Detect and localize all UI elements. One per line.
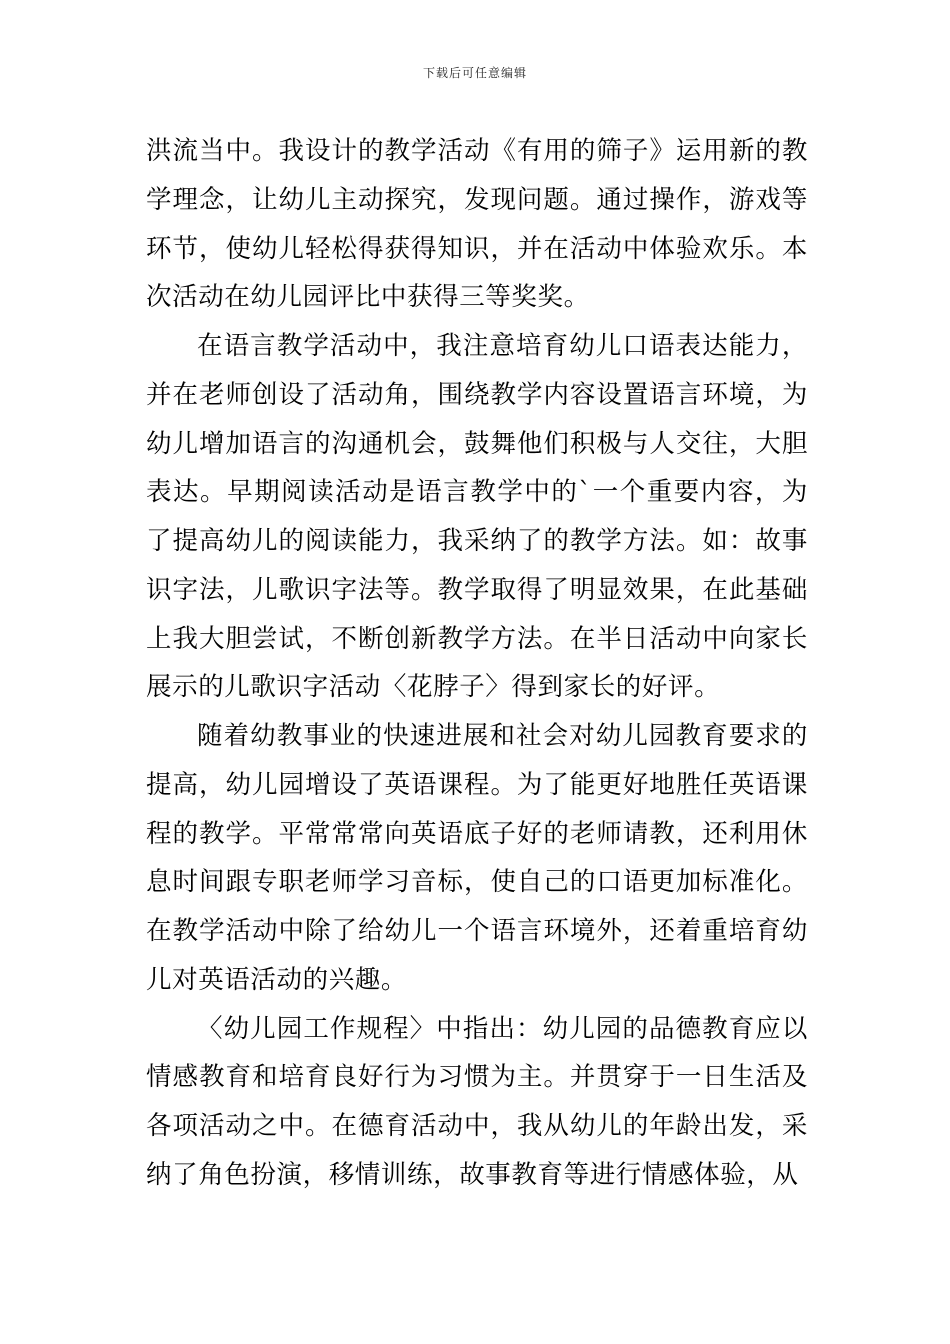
document-body — [146, 127, 808, 1200]
paragraph-continuation: 洪流当中。我设计的教学活动《有用的筛子》运用新的教学理念，让幼儿主动探究，发现问题。通过操作，游戏等环节，使幼儿轻松得获得知识，并在活动中体验欢乐。本次活动在幼儿园评比中获得三等奖奖。 — [146, 136, 808, 313]
paragraph-moral-education: 〈幼儿园工作规程〉中指出：幼儿园的品德教育应以情感教育和培育良好行为习惯为主。并贯穿于一日生活及各项活动之中。在德育活动中，我从幼儿的年龄出发，采纳了角色扮演，移情训练，故事教育等进行情感体验，从 — [146, 1013, 808, 1190]
paragraph-english-course: 随着幼教事业的快速进展和社会对幼儿园教育要求的提高，幼儿园增设了英语课程。为了能更好地胜任英语课程的教学。平常常常向英语底子好的老师请教，还利用休息时间跟专职老师学习音标，使自己的口语更加标准化。在教学活动中除了给幼儿一个语言环境外，还着重培育幼儿对英语活动的兴趣。 — [146, 721, 808, 995]
page-header: 下载后可任意编辑 — [422, 66, 527, 80]
paragraph-language-teaching: 在语言教学活动中，我注意培育幼儿口语表达能力，并在老师创设了活动角，围绕教学内容设置语言环境，为幼儿增加语言的沟通机会，鼓舞他们积极与人交往，大胆表达。早期阅读活动是语言教学中的`一个重要内容，为了提高幼儿的阅读能力，我采纳了的教学方法。如：故事识字法，儿歌识字法等。教学取得了明显效果，在此基础上我大胆尝试，不断创新教学方法。在半日活动中向家长展示的儿歌识字活动〈花脖子〉得到家长的好评。 — [146, 331, 808, 703]
